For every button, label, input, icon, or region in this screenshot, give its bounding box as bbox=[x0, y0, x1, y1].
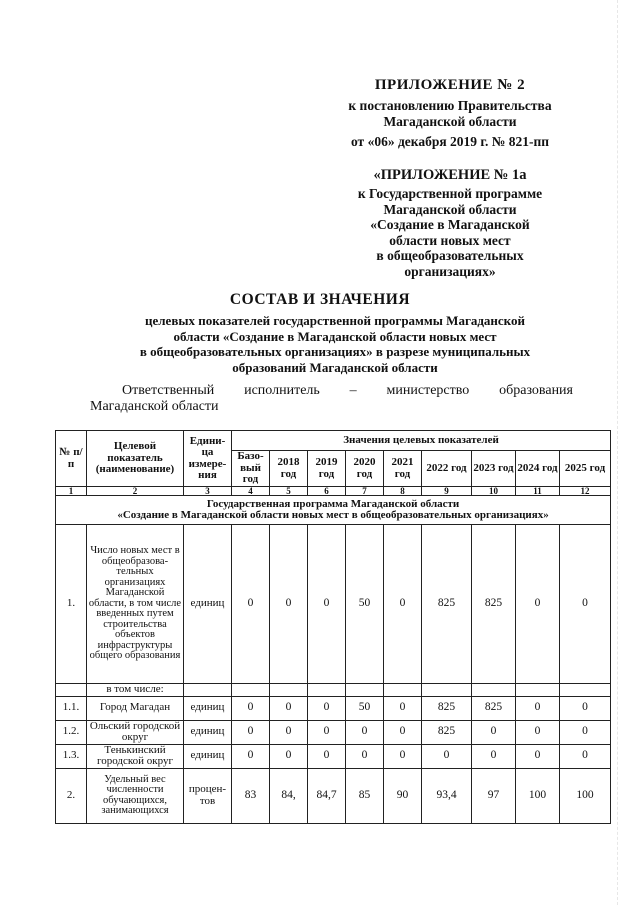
table-row: 2. Удельный вес численности обучающихся, занимающихся процен-тов 83 84, 84,7 85 90 93,4 97 100 100 bbox=[56, 768, 611, 823]
document-subtitle: целевых показателей государственной программы Магаданской области «Создание в Магаданской области новых мест в общеобразовательных организациях» в разрезе муниципальных образований Магаданской области bbox=[139, 313, 531, 375]
header-unit: Едини-ца измере-ния bbox=[184, 431, 232, 487]
section-title-row: Государственная программа Магаданской области «Создание в Магаданской области новых мест в общеобразовательных организациях» bbox=[56, 496, 611, 525]
header-year: 2022 год bbox=[422, 451, 472, 487]
responsible-executor: Ответственный исполнитель – министерство образования Магаданской области bbox=[90, 383, 573, 414]
resolution-reference: к постановлению Правительства Магаданской области bbox=[348, 98, 552, 129]
header-year: 2019 год bbox=[308, 451, 346, 487]
resolution-date: от «06» декабря 2019 г. № 821-пп bbox=[350, 134, 549, 149]
header-year: Базо-вый год bbox=[232, 451, 270, 487]
table-row: в том числе: bbox=[56, 684, 611, 697]
header-year: 2023 год bbox=[472, 451, 516, 487]
header-year: 2025 год bbox=[560, 451, 611, 487]
indicators-table bbox=[55, 430, 611, 824]
program-reference: к Государственной программе Магаданской области «Создание в Магаданской области новых мест в общеобразовательных организациях» bbox=[357, 186, 543, 279]
appendix-1a-heading: «ПРИЛОЖЕНИЕ № 1а bbox=[373, 167, 527, 183]
header-values: Значения целевых показателей bbox=[232, 431, 611, 451]
table-row: 1.3. Тенькинский городской округ единиц 0 0 0 0 0 0 0 0 0 bbox=[56, 744, 611, 768]
header-year: 2024 год bbox=[516, 451, 560, 487]
column-number-row: 1 2 3 4 5 6 7 8 9 10 11 12 bbox=[56, 487, 611, 496]
header-num: № п/п bbox=[56, 431, 87, 487]
appendix-heading: ПРИЛОЖЕНИЕ № 2 bbox=[374, 77, 526, 93]
scan-edge bbox=[615, 0, 618, 905]
header-year: 2018 год bbox=[270, 451, 308, 487]
table-row: 1. Число новых мест в общеобразова-тельных организациях Магаданской области, в том числе введенных путем строительства объектов инфраструктуры общего образования единиц 0 0 0 50 0 825 825 0 0 bbox=[56, 525, 611, 684]
header-year: 2021 год bbox=[384, 451, 422, 487]
header-year: 2020 год bbox=[346, 451, 384, 487]
document-title: СОСТАВ И ЗНАЧЕНИЯ bbox=[229, 291, 411, 308]
table-row: 1.1. Город Магадан единиц 0 0 0 50 0 825 825 0 0 bbox=[56, 696, 611, 720]
header-indicator: Целевой показатель (наименование) bbox=[87, 431, 184, 487]
table-row: 1.2. Ольский городской округ единиц 0 0 0 0 0 825 0 0 0 bbox=[56, 720, 611, 744]
